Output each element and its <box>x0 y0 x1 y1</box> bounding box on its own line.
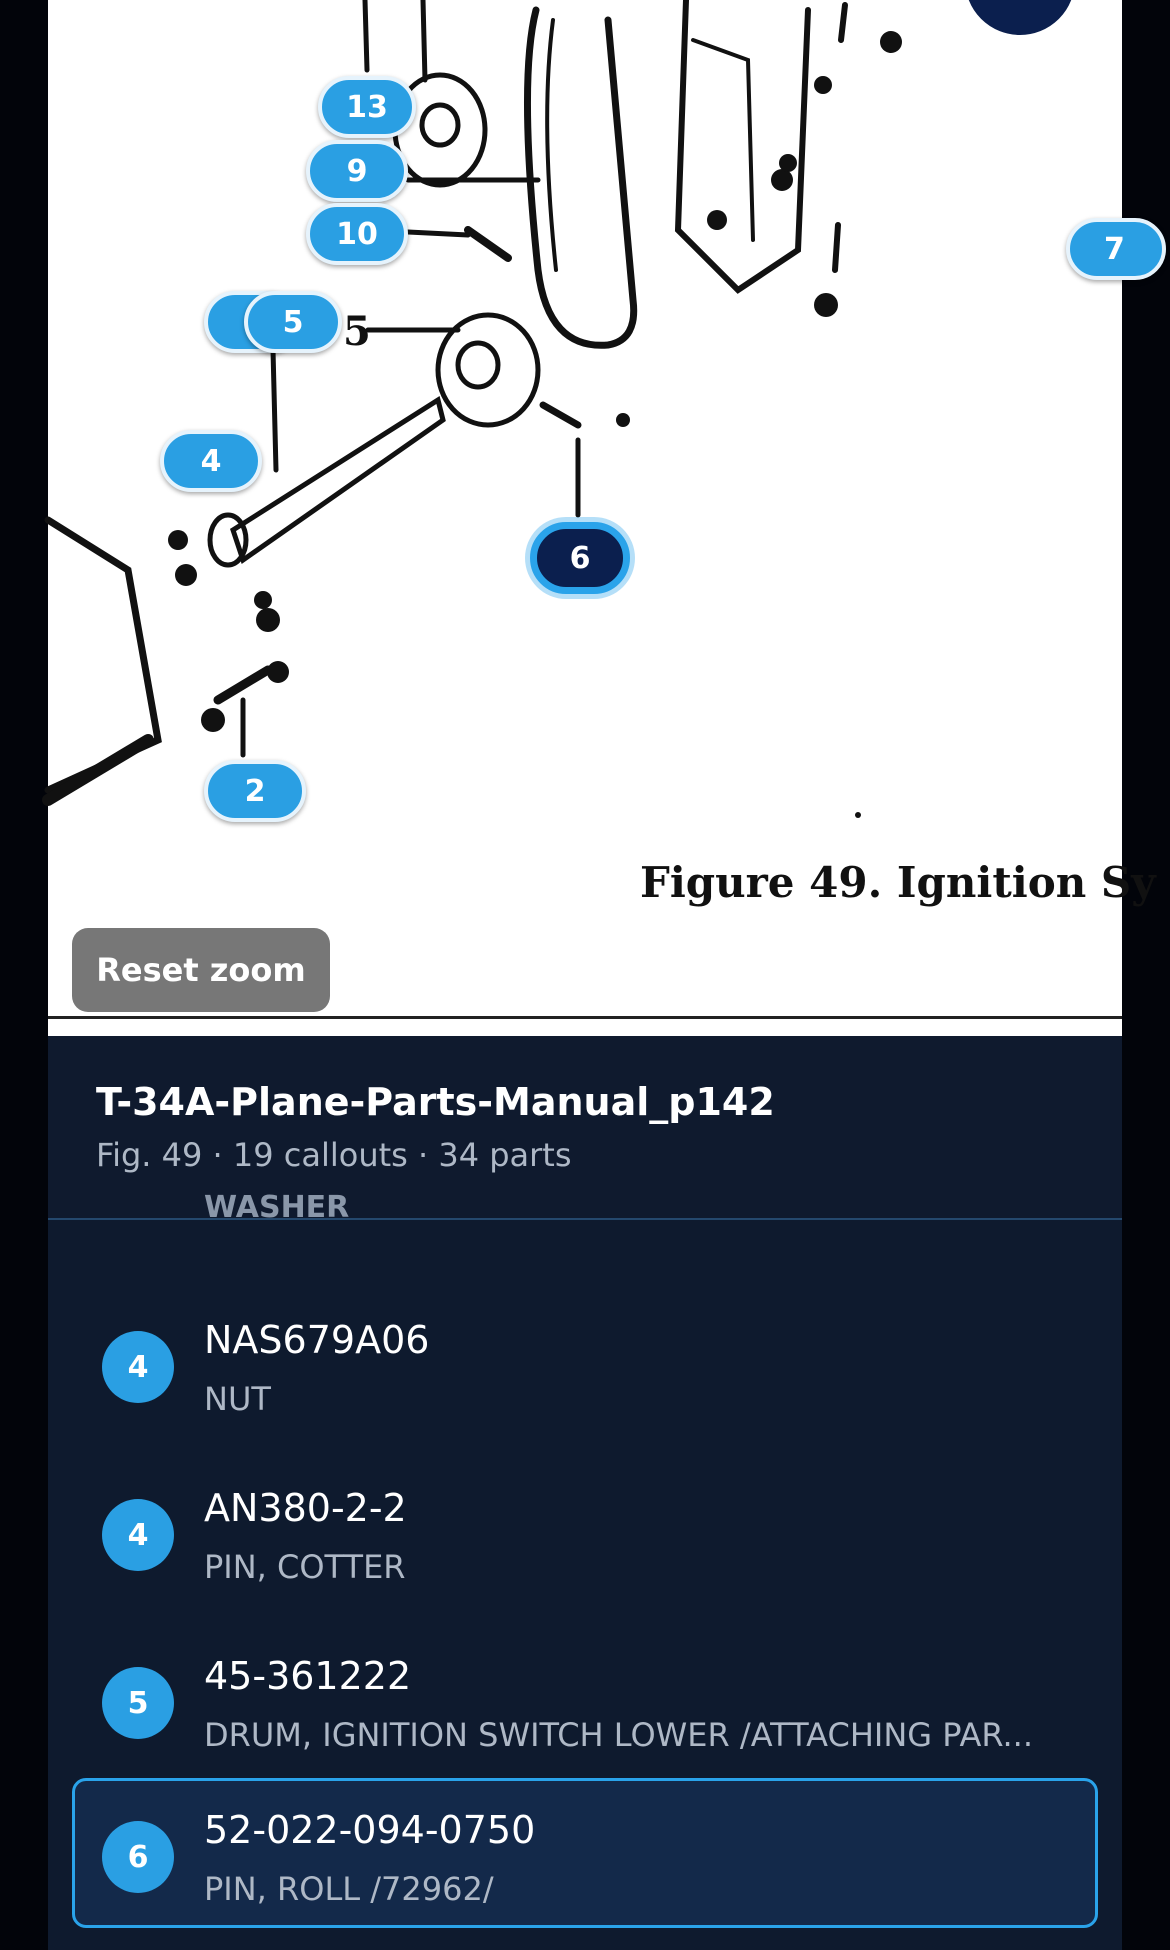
callout-6-active[interactable]: 6 <box>530 522 630 594</box>
part-description: NUT <box>204 1380 271 1418</box>
part-row[interactable] <box>72 1294 1098 1444</box>
figure-caption: Figure 49. Ignition Sy <box>640 858 1156 907</box>
part-description: DRUM, IGNITION SWITCH LOWER /ATTACHING PAR... <box>204 1716 1033 1754</box>
part-number: 45-361222 <box>204 1654 412 1698</box>
part-number: 52-022-094-0750 <box>204 1808 536 1852</box>
part-description: PIN, ROLL /72962/ <box>204 1870 494 1908</box>
parts-list[interactable] <box>48 1190 1122 1950</box>
parts-diagram[interactable] <box>48 0 1156 1036</box>
callout-2[interactable]: 2 <box>204 760 306 822</box>
diagram-border-line <box>48 1016 1122 1019</box>
top-right-marker <box>962 0 1078 38</box>
parts-viewer <box>48 0 1156 1950</box>
callout-5[interactable]: 5 <box>244 291 342 353</box>
callout-13[interactable]: 13 <box>318 76 416 138</box>
callout-4[interactable]: 4 <box>160 430 262 492</box>
callout-7[interactable]: 7 <box>1066 218 1166 280</box>
reset-zoom-button[interactable]: Reset zoom <box>72 928 330 1012</box>
part-row-selected[interactable] <box>72 1778 1098 1928</box>
printed-label-5: 5 <box>343 308 371 355</box>
cut-off-description: WASHER <box>204 1190 350 1225</box>
part-description: PIN, COTTER <box>204 1548 406 1586</box>
callout-badge: 4 <box>102 1499 174 1571</box>
callout-9[interactable]: 9 <box>306 140 408 202</box>
part-row[interactable] <box>72 1462 1098 1612</box>
callout-10[interactable]: 10 <box>306 203 408 265</box>
part-number: AN380-2-2 <box>204 1486 407 1530</box>
document-title: T-34A-Plane-Parts-Manual_p142 <box>96 1080 775 1124</box>
callout-badge: 6 <box>102 1821 174 1893</box>
part-row[interactable] <box>72 1630 1098 1780</box>
document-meta: Fig. 49 · 19 callouts · 34 parts <box>96 1136 572 1174</box>
callout-badge: 5 <box>102 1667 174 1739</box>
part-number: NAS679A06 <box>204 1318 430 1362</box>
callout-badge: 4 <box>102 1331 174 1403</box>
